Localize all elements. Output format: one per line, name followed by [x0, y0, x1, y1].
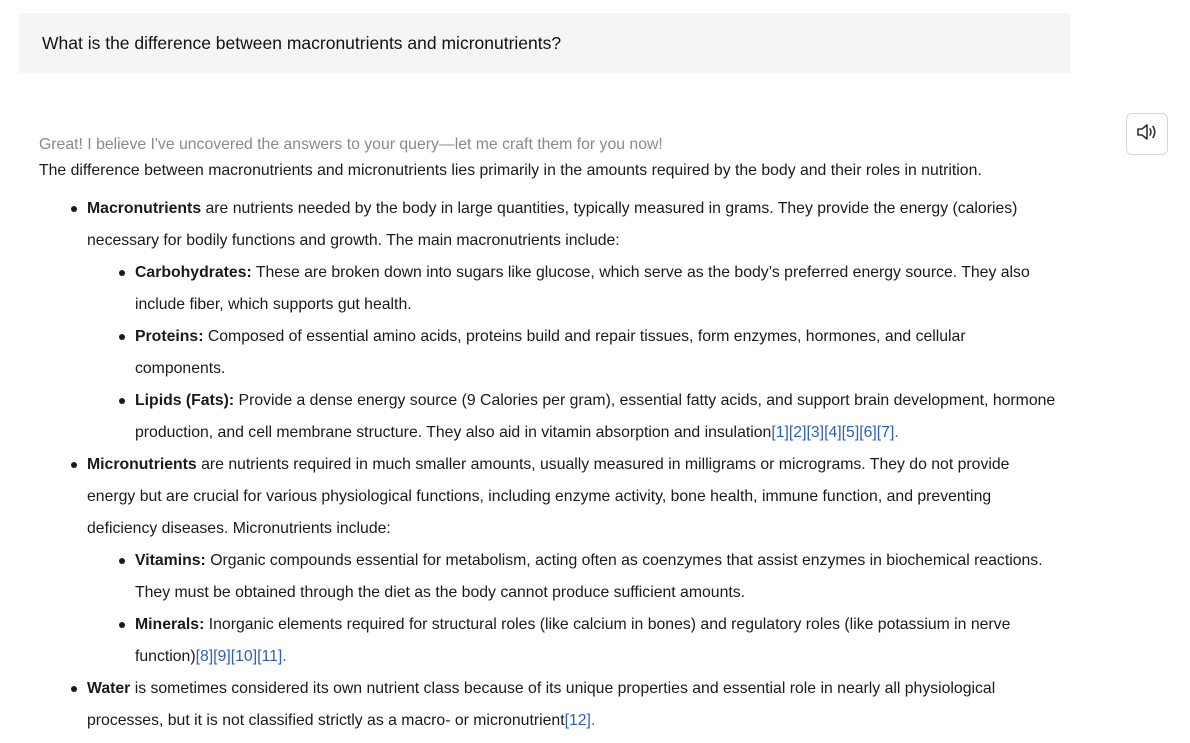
user-query-text: What is the difference between macronutrients and micronutrients?: [42, 32, 562, 53]
lipids-citations: [771, 424, 894, 441]
vitamins-title: Vitamins:: [135, 552, 206, 569]
answer-intro: The difference between macronutrients and micronutrients lies primarily in the amounts required by the body and their roles in nutrition.: [39, 162, 982, 179]
lipids-title: Lipids (Fats):: [135, 392, 235, 409]
citation-link[interactable]: [11]: [257, 648, 283, 665]
minerals-text: Inorganic elements required for structural roles (like calcium in bones) and regulatory roles (like potassium in nerve function): [135, 616, 1011, 665]
list-item-proteins: [87, 321, 1059, 385]
list-item-lipids: [87, 385, 1059, 449]
citation-link[interactable]: [6]: [859, 424, 877, 441]
minerals-citations: [196, 648, 283, 665]
micro-text: are nutrients required in much smaller amounts, usually measured in milligrams or micrograms. They do not provide energy but are crucial for various physiological functions, including enzyme activity, bone health, immune function, and preventing deficiency diseases. Micronutrients include:: [87, 456, 1010, 537]
macro-text: are nutrients needed by the body in large quantities, typically measured in grams. They provide the energy (calories) necessary for bodily functions and growth. The main macronutrients include:: [87, 200, 1018, 249]
citation-link[interactable]: [4]: [824, 424, 842, 441]
minerals-end: .: [282, 648, 287, 665]
water-citations: [565, 712, 591, 729]
list-item-micronutrients: [39, 449, 1059, 673]
water-text: is sometimes considered its own nutrient class because of its unique properties and essential role in nearly all physiological processes, but it is not classified strictly as a macro- or micronutrient: [87, 680, 996, 729]
list-item-minerals: [87, 609, 1059, 673]
citation-link[interactable]: [3]: [806, 424, 825, 441]
carbohydrates-text: These are broken down into sugars like glucose, which serve as the body’s preferred energy source. They also include fiber, which supports gut health.: [135, 264, 1030, 313]
list-item-vitamins: [87, 545, 1059, 609]
citation-link[interactable]: [5]: [841, 424, 860, 441]
macro-title: Macronutrients: [87, 200, 202, 217]
lipids-end: .: [894, 424, 899, 441]
list-item-water: [39, 673, 1059, 737]
status-message: Great! I believe I've uncovered the answers to your query—let me craft them for you now!: [39, 136, 663, 153]
assistant-answer: [39, 134, 1059, 737]
macro-sublist: [87, 257, 1059, 449]
citation-link[interactable]: [2]: [788, 424, 807, 441]
water-end: .: [590, 712, 596, 729]
nutrient-list: [39, 193, 1059, 737]
proteins-title: Proteins:: [135, 328, 204, 345]
micro-title: Micronutrients: [87, 456, 197, 473]
minerals-title: Minerals:: [135, 616, 205, 633]
speaker-icon: [1136, 122, 1158, 147]
lipids-text: Provide a dense energy source (9 Calories per gram), essential fatty acids, and support brain development, hormone production, and cell membrane structure. They also aid in vitamin absorption and insulation: [135, 392, 1056, 441]
list-item-carbohydrates: [87, 257, 1059, 321]
carbohydrates-title: Carbohydrates:: [135, 264, 252, 281]
citation-link[interactable]: [7]: [876, 424, 895, 441]
citation-link[interactable]: [8]: [195, 648, 214, 665]
citation-link[interactable]: [9]: [213, 648, 231, 665]
micro-sublist: [87, 545, 1059, 673]
read-aloud-button[interactable]: [1126, 113, 1168, 155]
proteins-text: Composed of essential amino acids, proteins build and repair tissues, form enzymes, hormones, and cellular components.: [135, 328, 966, 377]
citation-link[interactable]: [12]: [564, 712, 591, 729]
water-title: Water: [87, 680, 131, 697]
citation-link[interactable]: [1]: [771, 424, 789, 441]
citation-link[interactable]: [10]: [230, 648, 258, 665]
vitamins-text: Organic compounds essential for metabolism, acting often as coenzymes that assist enzymes in biochemical reactions. They must be obtained through the diet as the body cannot produce sufficient amounts.: [135, 552, 1043, 601]
user-query-bubble: [19, 13, 1070, 73]
list-item-macronutrients: [39, 193, 1059, 449]
